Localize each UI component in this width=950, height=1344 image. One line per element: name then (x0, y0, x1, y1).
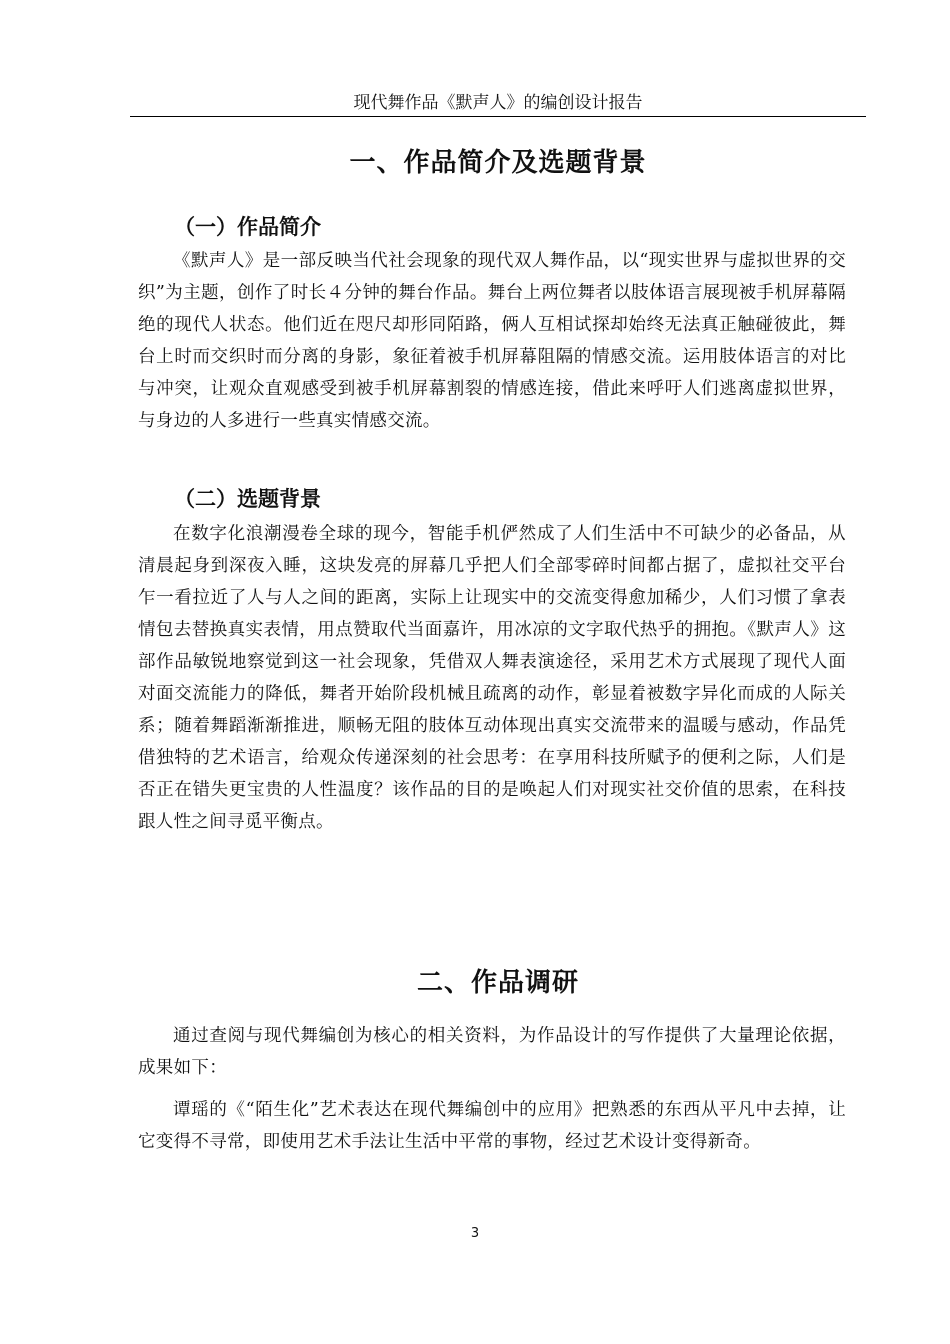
header-rule (130, 116, 866, 117)
section-2-title: 二、作品调研 (416, 968, 579, 998)
subsection-2-paragraph: 在数字化浪潮漫卷全球的现今，智能手机俨然成了人们生活中不可缺少的必备品，从清晨起身到深夜入睡，这块发亮的屏幕几乎把人们全部零碎时间都占据了，虚拟社交平台乍一看拉近了人与人之间的距离，实际上让现实中的交流变得愈加稀少，人们习惯了拿表情包去替换真实表情，用点赞取代当面嘉许，用冰凉的文字取代热乎的拥抱。《默声人》这部作品敏锐地察觉到这一社会现象，凭借双人舞表演途径，采用艺术方式展现了现代人面对面交流能力的降低，舞者开始阶段机械且疏离的动作，彰显着被数字异化而成的人际关系；随着舞蹈渐渐推进，顺畅无阻的肢体互动体现出真实交流带来的温暖与感动，作品凭借独特的艺术语言，给观众传递深刻的社会思考：在享用科技所赋予的便利之际，人们是否正在错失更宝贵的人性温度？该作品的目的是唤起人们对现实社交价值的思索，在科技跟人性之间寻觅平衡点。 (138, 524, 846, 832)
section-2-paragraph-2: 谭瑶的《“陌生化”艺术表达在现代舞编创中的应用》把熟悉的东西从平凡中去掉，让它变得不寻常，即使用艺术手法让生活中平常的事物，经过艺术设计变得新奇。 (138, 1100, 846, 1152)
subsection-2-title: （二）选题背景 (174, 487, 321, 511)
subsection-1-title: （一）作品简介 (174, 215, 321, 239)
section-2-paragraph-1: 通过查阅与现代舞编创为核心的相关资料，为作品设计的写作提供了大量理论依据，成果如下： (138, 1026, 846, 1078)
page-number: 3 (470, 1226, 480, 1241)
running-header: 现代舞作品《默声人》的编创设计报告 (353, 93, 643, 113)
subsection-1-paragraph: 《默声人》是一部反映当代社会现象的现代双人舞作品，以“现实世界与虚拟世界的交织”为主题，创作了时长４分钟的舞台作品。舞台上两位舞者以肢体语言展现被手机屏幕隔绝的现代人状态。他们近在咫尺却形同陌路，俩人互相试探却始终无法真正触碰彼此，舞台上时而交织时而分离的身影，象征着被手机屏幕阻隔的情感交流。运用肢体语言的对比与冲突，让观众直观感受到被手机屏幕割裂的情感连接，借此来呼吁人们逃离虚拟世界，与身边的人多进行一些真实情感交流。 (138, 251, 846, 431)
section-1-title: 一、作品简介及选题背景 (349, 148, 647, 178)
